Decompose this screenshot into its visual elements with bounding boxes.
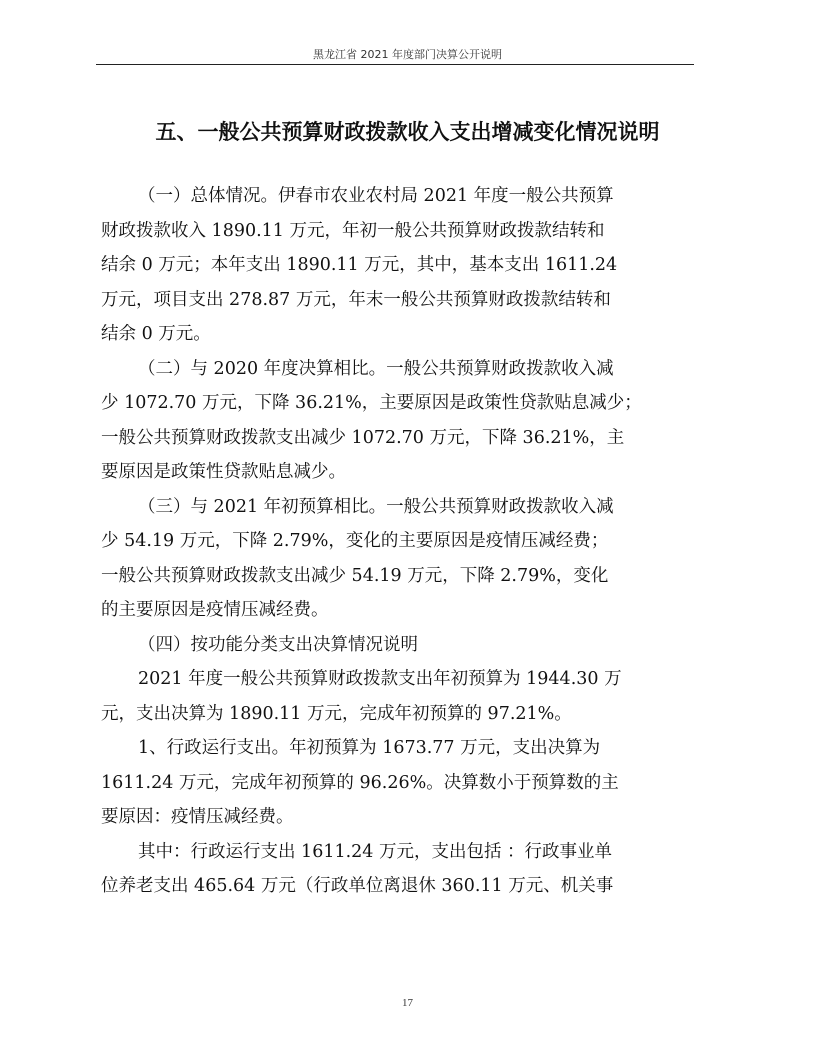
section-title: 五、一般公共预算财政拨款收入支出增减变化情况说明	[155, 120, 660, 144]
paragraph-line: 一般公共预算财政拨款支出减少 54.19 万元，下降 2.79%，变化	[101, 565, 609, 586]
paragraph-line: 2021 年度一般公共预算财政拨款支出年初预算为 1944.30 万	[138, 669, 622, 689]
paragraph-line: 少 1072.70 万元，下降 36.21%，主要原因是政策性贷款贴息减少；	[101, 393, 642, 413]
paragraph-line: （二）与 2020 年度决算相比。一般公共预算财政拨款收入减	[138, 358, 614, 379]
paragraph-line: 的主要原因是疫情压减经费。	[101, 600, 329, 620]
paragraph-line: 1、行政运行支出。年初预算为 1673.77 万元，支出决算为	[138, 738, 601, 758]
paragraph-line: 要原因：疫情压减经费。	[101, 807, 294, 827]
paragraph-line: （三）与 2021 年初预算相比。一般公共预算财政拨款收入减	[138, 496, 614, 517]
paragraph-line: 财政拨款收入 1890.11 万元，年初一般公共预算财政拨款结转和	[101, 220, 605, 241]
paragraph-line: 其中：行政运行支出 1611.24 万元，支出包括 ：行政事业单	[138, 841, 613, 862]
paragraph-line: 元，支出决算为 1890.11 万元，完成年初预算的 97.21%。	[101, 703, 572, 724]
paragraph-line: 结余 0 万元。	[101, 324, 211, 344]
paragraph-line: 结余 0 万元；本年支出 1890.11 万元，其中，基本支出 1611.24	[101, 255, 618, 275]
header-rule	[96, 64, 694, 65]
page-number: 17	[402, 997, 413, 1009]
paragraph-line: 位养老支出 465.64 万元（行政单位离退休 360.11 万元、机关事	[101, 876, 614, 896]
paragraph-line: （一）总体情况。伊春市农业农村局 2021 年度一般公共预算	[138, 186, 614, 206]
paragraph-line: 1611.24 万元，完成年初预算的 96.26%。决算数小于预算数的主	[101, 772, 619, 793]
paragraph-line: 万元，项目支出 278.87 万元，年末一般公共预算财政拨款结转和	[101, 289, 611, 310]
body-text	[101, 179, 693, 904]
paragraph-line: 一般公共预算财政拨款支出减少 1072.70 万元，下降 36.21%，主	[101, 427, 625, 448]
paragraph-line: 要原因是政策性贷款贴息减少。	[101, 462, 346, 482]
page-header: 黑龙江省 2021 年度部门决算公开说明	[313, 48, 502, 61]
paragraph-line: 少 54.19 万元，下降 2.79%，变化的主要原因是疫情压减经费；	[101, 531, 609, 551]
paragraph-line: （四）按功能分类支出决算情况说明	[138, 634, 418, 655]
